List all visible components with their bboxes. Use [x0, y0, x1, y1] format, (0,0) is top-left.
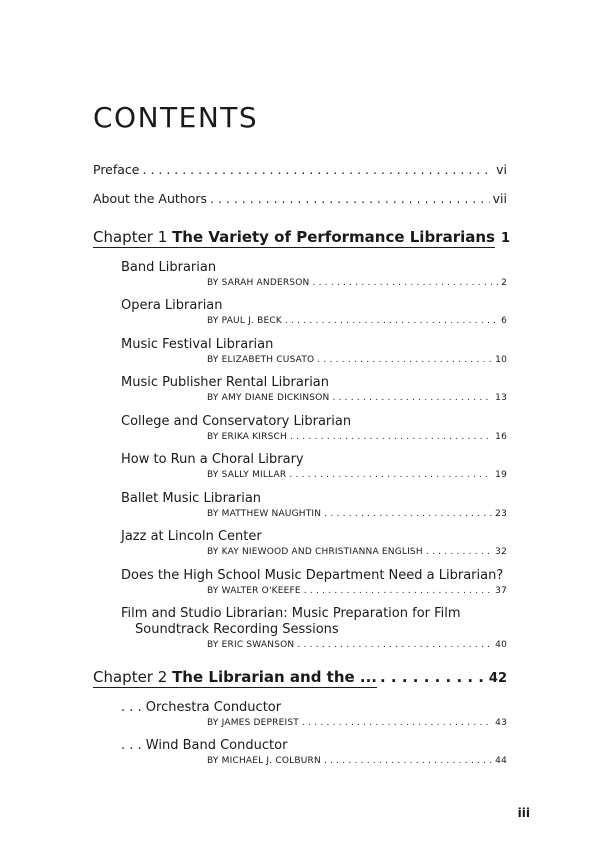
toc-entry[interactable] [121, 337, 507, 365]
toc-byline [207, 756, 507, 766]
toc-entry-title: Opera Librarian [121, 298, 223, 313]
author-byline: BY SARAH ANDERSON [207, 278, 310, 288]
toc-page-number: vi [496, 162, 507, 177]
author-byline: BY SALLY MILLAR [207, 470, 287, 480]
toc-entry[interactable] [121, 491, 507, 519]
author-byline: BY PAUL J. BECK [207, 316, 282, 326]
toc-entry-title: Music Publisher Rental Librarian [121, 375, 330, 390]
toc-entry-title: Film and Studio Librarian: Music Preparation for Film Soundtrack Recording Sessions [121, 606, 461, 637]
toc-entry[interactable] [121, 529, 507, 557]
author-byline: BY AMY DIANE DICKINSON [207, 393, 330, 403]
author-byline: BY KAY NIEWOOD AND CHRISTIANNA ENGLISH [207, 547, 423, 557]
toc-entry[interactable] [121, 414, 507, 442]
toc-about-the-authors[interactable] [93, 191, 507, 206]
toc-entry-title: . . . Orchestra Conductor [121, 700, 282, 715]
dot-leader [290, 432, 492, 442]
toc-byline [207, 640, 507, 650]
toc-entry-title: Does the High School Music Department Need a Librarian? [121, 568, 504, 583]
dot-leader [380, 668, 486, 686]
toc-page-number: 1 [500, 231, 511, 246]
toc-entry-title: Band Librarian [121, 260, 217, 275]
toc-page-number: 44 [495, 756, 507, 766]
toc-page-number: 16 [495, 432, 507, 442]
dot-leader [324, 756, 492, 766]
dot-leader [426, 547, 492, 557]
toc-page-number: 42 [488, 671, 507, 686]
toc-preface[interactable] [93, 162, 507, 177]
dot-leader [324, 509, 492, 519]
toc-entry[interactable] [121, 568, 507, 596]
toc-byline [207, 432, 507, 442]
dot-leader [317, 355, 492, 365]
toc-page-number: vii [492, 191, 507, 206]
toc-page-number: 23 [495, 509, 507, 519]
toc-byline [207, 586, 507, 596]
toc-byline [207, 278, 507, 288]
page-title: CONTENTS [93, 101, 259, 134]
toc-entry-title: . . . Wind Band Conductor [121, 738, 288, 753]
toc-page-number: 13 [495, 393, 507, 403]
toc-entry-title: College and Conservatory Librarian [121, 414, 352, 429]
toc-entry-label: Preface [93, 162, 140, 177]
author-byline: BY WALTER O'KEEFE [207, 586, 301, 596]
toc-page-number: 32 [495, 547, 507, 557]
dot-leader [143, 162, 494, 177]
dot-leader [312, 278, 498, 288]
toc-chapter-1[interactable] [93, 228, 511, 248]
toc-entry-title: How to Run a Choral Library [121, 452, 304, 467]
toc-entry[interactable] [121, 260, 507, 288]
dot-leader [332, 393, 492, 403]
toc-page-number: 6 [501, 316, 507, 326]
dot-leader [297, 640, 492, 650]
toc-entry[interactable] [121, 452, 507, 480]
chapter-heading [93, 668, 377, 688]
chapter-number: Chapter 2 [93, 668, 168, 686]
dot-leader [285, 316, 498, 326]
author-byline: BY ERIKA KIRSCH [207, 432, 287, 442]
chapter-heading [93, 228, 495, 248]
dot-leader [289, 470, 492, 480]
toc-chapter-2[interactable] [93, 668, 507, 688]
toc-byline [207, 316, 507, 326]
toc-entry[interactable] [121, 298, 507, 326]
toc-byline [207, 718, 507, 728]
toc-page-number: 37 [495, 586, 507, 596]
dot-leader [302, 718, 492, 728]
chapter-title: The Variety of Performance Librarians [172, 228, 495, 246]
toc-byline [207, 393, 507, 403]
author-byline: BY JAMES DEPREIST [207, 718, 299, 728]
author-byline: BY MATTHEW NAUGHTIN [207, 509, 322, 519]
page-number: iii [517, 806, 530, 820]
toc-entry-label: About the Authors [93, 191, 208, 206]
toc-entry-title: Jazz at Lincoln Center [121, 529, 262, 544]
toc-entry[interactable] [121, 738, 507, 766]
toc-byline [207, 470, 507, 480]
toc-page-number: 2 [501, 278, 507, 288]
toc-byline [207, 547, 507, 557]
toc-entry[interactable] [121, 606, 507, 650]
toc-byline [207, 355, 507, 365]
toc-page-number: 19 [495, 470, 507, 480]
dot-leader [210, 191, 490, 206]
toc-page-number: 40 [495, 640, 507, 650]
toc-byline [207, 509, 507, 519]
toc-entry[interactable] [121, 700, 507, 728]
author-byline: BY ELIZABETH CUSATO [207, 355, 315, 365]
dot-leader [304, 586, 492, 596]
toc-page-number: 43 [495, 718, 507, 728]
author-byline: BY ERIC SWANSON [207, 640, 295, 650]
toc-page-number: 10 [495, 355, 507, 365]
chapter-number: Chapter 1 [93, 228, 168, 246]
toc-entry-title: Ballet Music Librarian [121, 491, 262, 506]
toc-entry[interactable] [121, 375, 507, 403]
author-byline: BY MICHAEL J. COLBURN [207, 756, 321, 766]
chapter-title: The Librarian and the ... [172, 668, 378, 686]
toc-entry-title: Music Festival Librarian [121, 337, 274, 352]
